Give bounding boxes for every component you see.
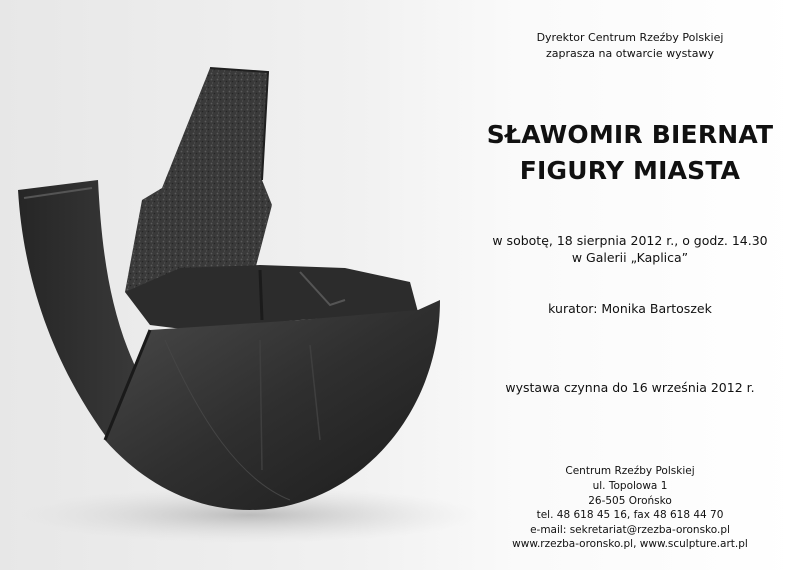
invitation-text xyxy=(470,0,790,570)
sculpture-base xyxy=(105,300,440,510)
artist-name: SŁAWOMIR BIERNAT xyxy=(486,120,774,149)
contact-web[interactable]: www.rzezba-oronsko.pl, www.sculpture.art.pl xyxy=(512,538,748,550)
contact-city: 26-505 Orońsko xyxy=(588,495,672,507)
invitation-line-1: Dyrektor Centrum Rzeźby Polskiej xyxy=(536,31,724,44)
contact-phone: tel. 48 618 45 16, fax 48 618 44 70 xyxy=(536,509,724,521)
sculpture-tower xyxy=(125,68,272,300)
contact-street: ul. Topolowa 1 xyxy=(592,480,668,492)
invitation-line-2: zaprasza na otwarcie wystawy xyxy=(546,47,714,60)
exhibition-duration: wystawa czynna do 16 września 2012 r. xyxy=(505,380,755,395)
event-date-time: w sobotę, 18 sierpnia 2012 r., o godz. 14.30 xyxy=(492,233,768,248)
event-venue: w Galerii „Kaplica” xyxy=(571,250,689,265)
contact-org: Centrum Rzeźby Polskiej xyxy=(565,465,695,477)
curator: kurator: Monika Bartoszek xyxy=(548,301,712,316)
exhibition-title: FIGURY MIASTA xyxy=(519,156,741,185)
contact-email[interactable]: e-mail: sekretariat@rzezba-oronsko.pl xyxy=(530,524,730,536)
